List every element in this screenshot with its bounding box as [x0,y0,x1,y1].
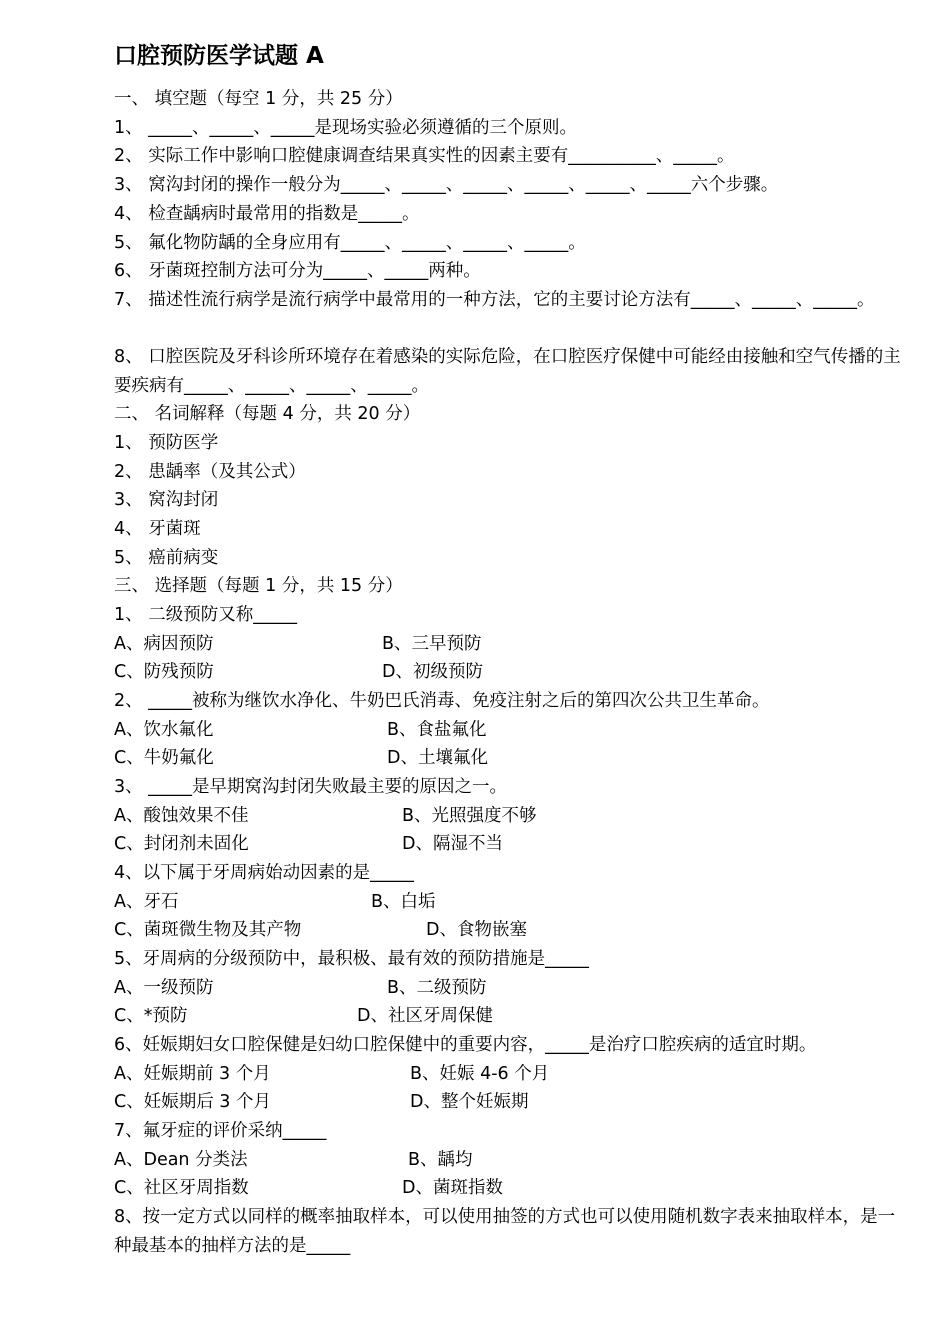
option-c: C、*预防 [114,1006,188,1026]
section-heading-choice: 三、 选择题（每题 1 分，共 15 分） [114,576,403,596]
option-d: D、菌斑指数 [402,1178,503,1198]
option-a: A、病因预防 [114,634,214,654]
option-b: B、食盐氟化 [387,720,487,740]
option-a: A、一级预防 [114,978,214,998]
option-a: A、妊娠期前 3 个月 [114,1064,271,1084]
question-text: 1、 _____、_____、_____是现场实验必须遵循的三个原则。 [114,118,577,138]
question-stem: 3、 _____是早期窝沟封闭失败最主要的原因之一。 [114,777,507,797]
question-stem: 7、氟牙症的评价采纳_____ [114,1121,327,1141]
list-item: 5、 癌前病变 [114,548,219,568]
question-text: 8、 口腔医院及牙科诊所环境存在着感染的实际危险，在口腔医疗保健中可能经由接触和空气传播的主要疾病有_____、_____、_____、_____。 [114,347,901,396]
section-heading-fill-in: 一、 填空题（每空 1 分，共 25 分） [114,89,403,109]
option-c: C、防残预防 [114,662,214,682]
question-stem: 6、妊娠期妇女口腔保健是妇幼口腔保健中的重要内容，_____是治疗口腔疾病的适宜时期。 [114,1035,817,1055]
question-stem: 5、牙周病的分级预防中，最积极、最有效的预防措施是_____ [114,949,589,969]
option-c: C、妊娠期后 3 个月 [114,1092,271,1112]
option-d: D、隔湿不当 [402,834,503,854]
question-text: 2、 实际工作中影响口腔健康调查结果真实性的因素主要有__________、_____。 [114,146,735,166]
option-b: B、光照强度不够 [402,806,537,826]
option-a: A、Dean 分类法 [114,1150,248,1170]
question-text: 6、 牙菌斑控制方法可分为_____、_____两种。 [114,261,481,281]
question-text: 3、 窝沟封闭的操作一般分为_____、_____、_____、_____、_____、_____六个步骤。 [114,175,779,195]
question-stem: 1、 二级预防又称_____ [114,605,297,625]
option-a: A、牙石 [114,892,179,912]
question-stem: 8、按一定方式以同样的概率抽取样本，可以使用抽签的方式也可以使用随机数字表来抽取样本，是一种最基本的抽样方法的是_____ [114,1207,896,1256]
option-d: D、土壤氟化 [387,748,488,768]
question-stem: 2、 _____被称为继饮水净化、牛奶巴氏消毒、免疫注射之后的第四次公共卫生革命。 [114,691,770,711]
option-d: D、社区牙周保健 [357,1006,493,1026]
option-b: B、白垢 [371,892,436,912]
option-b: B、三早预防 [382,634,482,654]
option-d: D、食物嵌塞 [426,920,527,940]
option-c: C、社区牙周指数 [114,1178,249,1198]
option-a: A、饮水氟化 [114,720,214,740]
option-a: A、酸蚀效果不佳 [114,806,249,826]
option-d: D、整个妊娠期 [410,1092,529,1112]
list-item: 2、 患龋率（及其公式） [114,462,306,482]
option-c: C、牛奶氟化 [114,748,214,768]
option-c: C、封闭剂未固化 [114,834,249,854]
option-b: B、二级预防 [387,978,487,998]
page-title: 口腔预防医学试题 A [114,43,324,69]
option-c: C、菌斑微生物及其产物 [114,920,302,940]
list-item: 3、 窝沟封闭 [114,490,219,510]
option-d: D、初级预防 [382,662,483,682]
question-text: 5、 氟化物防龋的全身应用有_____、_____、_____、_____。 [114,233,586,253]
option-b: B、妊娠 4-6 个月 [410,1064,550,1084]
list-item: 1、 预防医学 [114,433,219,453]
section-heading-definitions: 二、 名词解释（每题 4 分，共 20 分） [114,404,421,424]
list-item: 4、 牙菌斑 [114,519,201,539]
question-text: 4、 检查龋病时最常用的指数是_____。 [114,204,420,224]
question-stem: 4、以下属于牙周病始动因素的是_____ [114,863,414,883]
question-text: 7、 描述性流行病学是流行病学中最常用的一种方法，它的主要讨论方法有_____、_____、_____。 [114,290,875,310]
option-b: B、龋均 [408,1150,473,1170]
